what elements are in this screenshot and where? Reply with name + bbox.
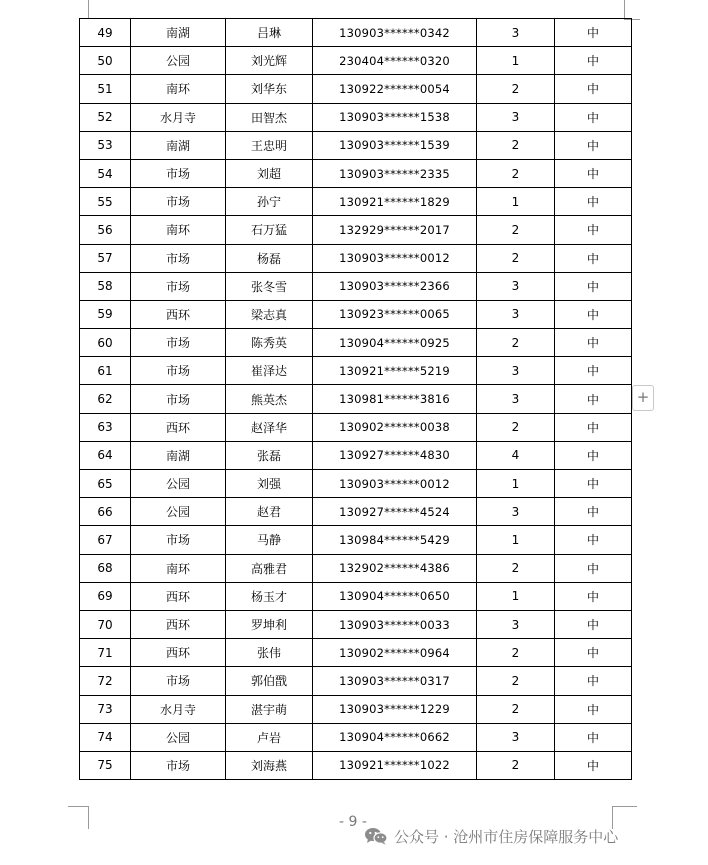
level-cell: 中 [555,639,632,667]
row-number: 74 [80,723,131,751]
id-number-cell: 130903******0033 [313,610,477,638]
name-cell: 刘光辉 [226,47,313,75]
household-count-cell: 3 [477,19,555,47]
row-number: 55 [80,188,131,216]
table-row [80,216,632,244]
id-number-cell: 130902******0964 [313,639,477,667]
level-cell: 中 [555,300,632,328]
row-number: 71 [80,639,131,667]
table-row [80,19,632,47]
id-number-cell: 130927******4830 [313,441,477,469]
area-cell: 西环 [131,300,226,328]
table-row [80,244,632,272]
id-number-cell: 130984******5429 [313,526,477,554]
area-cell: 南环 [131,75,226,103]
row-number: 51 [80,75,131,103]
id-number-cell: 130921******5219 [313,357,477,385]
household-count-cell: 3 [477,385,555,413]
table-row [80,131,632,159]
id-number-cell: 130903******1229 [313,695,477,723]
row-number: 52 [80,103,131,131]
area-cell: 市场 [131,526,226,554]
area-cell: 水月寺 [131,103,226,131]
area-cell: 公园 [131,723,226,751]
row-number: 66 [80,498,131,526]
household-count-cell: 3 [477,272,555,300]
id-number-cell: 130923******0065 [313,300,477,328]
id-number-cell: 130927******4524 [313,498,477,526]
household-count-cell: 3 [477,357,555,385]
table-row [80,554,632,582]
household-count-cell: 2 [477,244,555,272]
level-cell: 中 [555,610,632,638]
household-count-cell: 2 [477,751,555,779]
area-cell: 南环 [131,554,226,582]
table-row [80,357,632,385]
area-cell: 市场 [131,329,226,357]
name-cell: 刘华东 [226,75,313,103]
household-count-cell: 2 [477,329,555,357]
area-cell: 市场 [131,272,226,300]
row-number: 58 [80,272,131,300]
table-row [80,413,632,441]
row-number: 68 [80,554,131,582]
table-row [80,188,632,216]
household-count-cell: 1 [477,526,555,554]
level-cell: 中 [555,751,632,779]
name-cell: 刘超 [226,159,313,187]
id-number-cell: 130902******0038 [313,413,477,441]
table-row [80,159,632,187]
level-cell: 中 [555,75,632,103]
name-cell: 陈秀英 [226,329,313,357]
level-cell: 中 [555,695,632,723]
name-cell: 张磊 [226,441,313,469]
id-number-cell: 130921******1829 [313,188,477,216]
household-count-cell: 2 [477,667,555,695]
area-cell: 市场 [131,357,226,385]
level-cell: 中 [555,244,632,272]
name-cell: 崔泽达 [226,357,313,385]
level-cell: 中 [555,188,632,216]
name-cell: 马静 [226,526,313,554]
table-row [80,272,632,300]
area-cell: 水月寺 [131,695,226,723]
name-cell: 罗坤利 [226,610,313,638]
household-count-cell: 2 [477,413,555,441]
table-row [80,75,632,103]
id-number-cell: 230404******0320 [313,47,477,75]
row-number: 70 [80,610,131,638]
row-number: 57 [80,244,131,272]
area-cell: 市场 [131,751,226,779]
id-number-cell: 130903******2366 [313,272,477,300]
id-number-cell: 130981******3816 [313,385,477,413]
level-cell: 中 [555,582,632,610]
wechat-icon [364,827,388,845]
row-number: 63 [80,413,131,441]
id-number-cell: 130904******0650 [313,582,477,610]
area-cell: 市场 [131,159,226,187]
level-cell: 中 [555,441,632,469]
table-row [80,751,632,779]
household-count-cell: 2 [477,131,555,159]
name-cell: 卢岩 [226,723,313,751]
household-count-cell: 2 [477,159,555,187]
level-cell: 中 [555,498,632,526]
level-cell: 中 [555,413,632,441]
level-cell: 中 [555,723,632,751]
id-number-cell: 130903******2335 [313,159,477,187]
level-cell: 中 [555,103,632,131]
name-cell: 田智杰 [226,103,313,131]
add-row-button[interactable] [632,385,654,411]
name-cell: 张冬雪 [226,272,313,300]
table-row [80,300,632,328]
id-number-cell: 130921******1022 [313,751,477,779]
row-number: 72 [80,667,131,695]
id-number-cell: 130904******0925 [313,329,477,357]
row-number: 53 [80,131,131,159]
household-count-cell: 1 [477,188,555,216]
name-cell: 赵泽华 [226,413,313,441]
applicant-table [79,18,632,780]
id-number-cell: 130903******1538 [313,103,477,131]
area-cell: 西环 [131,610,226,638]
name-cell: 杨玉才 [226,582,313,610]
row-number: 59 [80,300,131,328]
row-number: 62 [80,385,131,413]
area-cell: 西环 [131,639,226,667]
row-number: 67 [80,526,131,554]
table-row [80,639,632,667]
name-cell: 赵君 [226,498,313,526]
crop-mark-top-left [68,0,89,18]
area-cell: 市场 [131,667,226,695]
row-number: 60 [80,329,131,357]
name-cell: 孙宁 [226,188,313,216]
row-number: 54 [80,159,131,187]
area-cell: 市场 [131,385,226,413]
id-number-cell: 130903******0012 [313,244,477,272]
id-number-cell: 130903******0012 [313,470,477,498]
page-number: - 9 - [339,814,367,830]
area-cell: 公园 [131,47,226,75]
id-number-cell: 130922******0054 [313,75,477,103]
household-count-cell: 3 [477,610,555,638]
row-number: 56 [80,216,131,244]
id-number-cell: 130903******0342 [313,19,477,47]
row-number: 75 [80,751,131,779]
table-row [80,103,632,131]
table-row [80,582,632,610]
name-cell: 杨磊 [226,244,313,272]
area-cell: 市场 [131,244,226,272]
name-cell: 刘海燕 [226,751,313,779]
row-number: 73 [80,695,131,723]
plus-icon: + [636,388,650,406]
table-row [80,498,632,526]
row-number: 50 [80,47,131,75]
level-cell: 中 [555,667,632,695]
household-count-cell: 2 [477,75,555,103]
name-cell: 石万猛 [226,216,313,244]
table-row [80,470,632,498]
row-number: 69 [80,582,131,610]
row-number: 49 [80,19,131,47]
wechat-footer [364,826,618,846]
level-cell: 中 [555,47,632,75]
table-row [80,723,632,751]
household-count-cell: 3 [477,300,555,328]
level-cell: 中 [555,329,632,357]
household-count-cell: 2 [477,554,555,582]
household-count-cell: 2 [477,695,555,723]
household-count-cell: 2 [477,216,555,244]
level-cell: 中 [555,131,632,159]
name-cell: 王忠明 [226,131,313,159]
table-row [80,667,632,695]
id-number-cell: 130903******0317 [313,667,477,695]
name-cell: 吕琳 [226,19,313,47]
area-cell: 西环 [131,582,226,610]
table-body [80,19,632,780]
level-cell: 中 [555,470,632,498]
name-cell: 刘强 [226,470,313,498]
household-count-cell: 1 [477,470,555,498]
table-row [80,385,632,413]
table-row [80,47,632,75]
area-cell: 南湖 [131,19,226,47]
household-count-cell: 3 [477,103,555,131]
row-number: 65 [80,470,131,498]
table-row [80,695,632,723]
level-cell: 中 [555,272,632,300]
crop-mark-top-right [624,0,641,18]
table-row [80,526,632,554]
household-count-cell: 3 [477,723,555,751]
household-count-cell: 4 [477,441,555,469]
crop-mark-bottom-left [68,806,89,829]
name-cell: 郭伯戬 [226,667,313,695]
level-cell: 中 [555,385,632,413]
name-cell: 张伟 [226,639,313,667]
level-cell: 中 [555,19,632,47]
row-number: 64 [80,441,131,469]
area-cell: 公园 [131,470,226,498]
id-number-cell: 132902******4386 [313,554,477,582]
id-number-cell: 130903******1539 [313,131,477,159]
level-cell: 中 [555,554,632,582]
level-cell: 中 [555,357,632,385]
level-cell: 中 [555,216,632,244]
area-cell: 公园 [131,498,226,526]
household-count-cell: 2 [477,639,555,667]
household-count-cell: 1 [477,582,555,610]
table-row [80,329,632,357]
id-number-cell: 132929******2017 [313,216,477,244]
household-count-cell: 1 [477,47,555,75]
footer-label: 公众号 · 沧州市住房保障服务中心 [394,827,619,846]
area-cell: 南湖 [131,441,226,469]
area-cell: 西环 [131,413,226,441]
name-cell: 熊英杰 [226,385,313,413]
level-cell: 中 [555,526,632,554]
household-count-cell: 3 [477,498,555,526]
area-cell: 南湖 [131,131,226,159]
table-row [80,610,632,638]
area-cell: 市场 [131,188,226,216]
name-cell: 高雅君 [226,554,313,582]
name-cell: 湛宇萌 [226,695,313,723]
name-cell: 梁志真 [226,300,313,328]
table-row [80,441,632,469]
area-cell: 南环 [131,216,226,244]
row-number: 61 [80,357,131,385]
level-cell: 中 [555,159,632,187]
id-number-cell: 130904******0662 [313,723,477,751]
